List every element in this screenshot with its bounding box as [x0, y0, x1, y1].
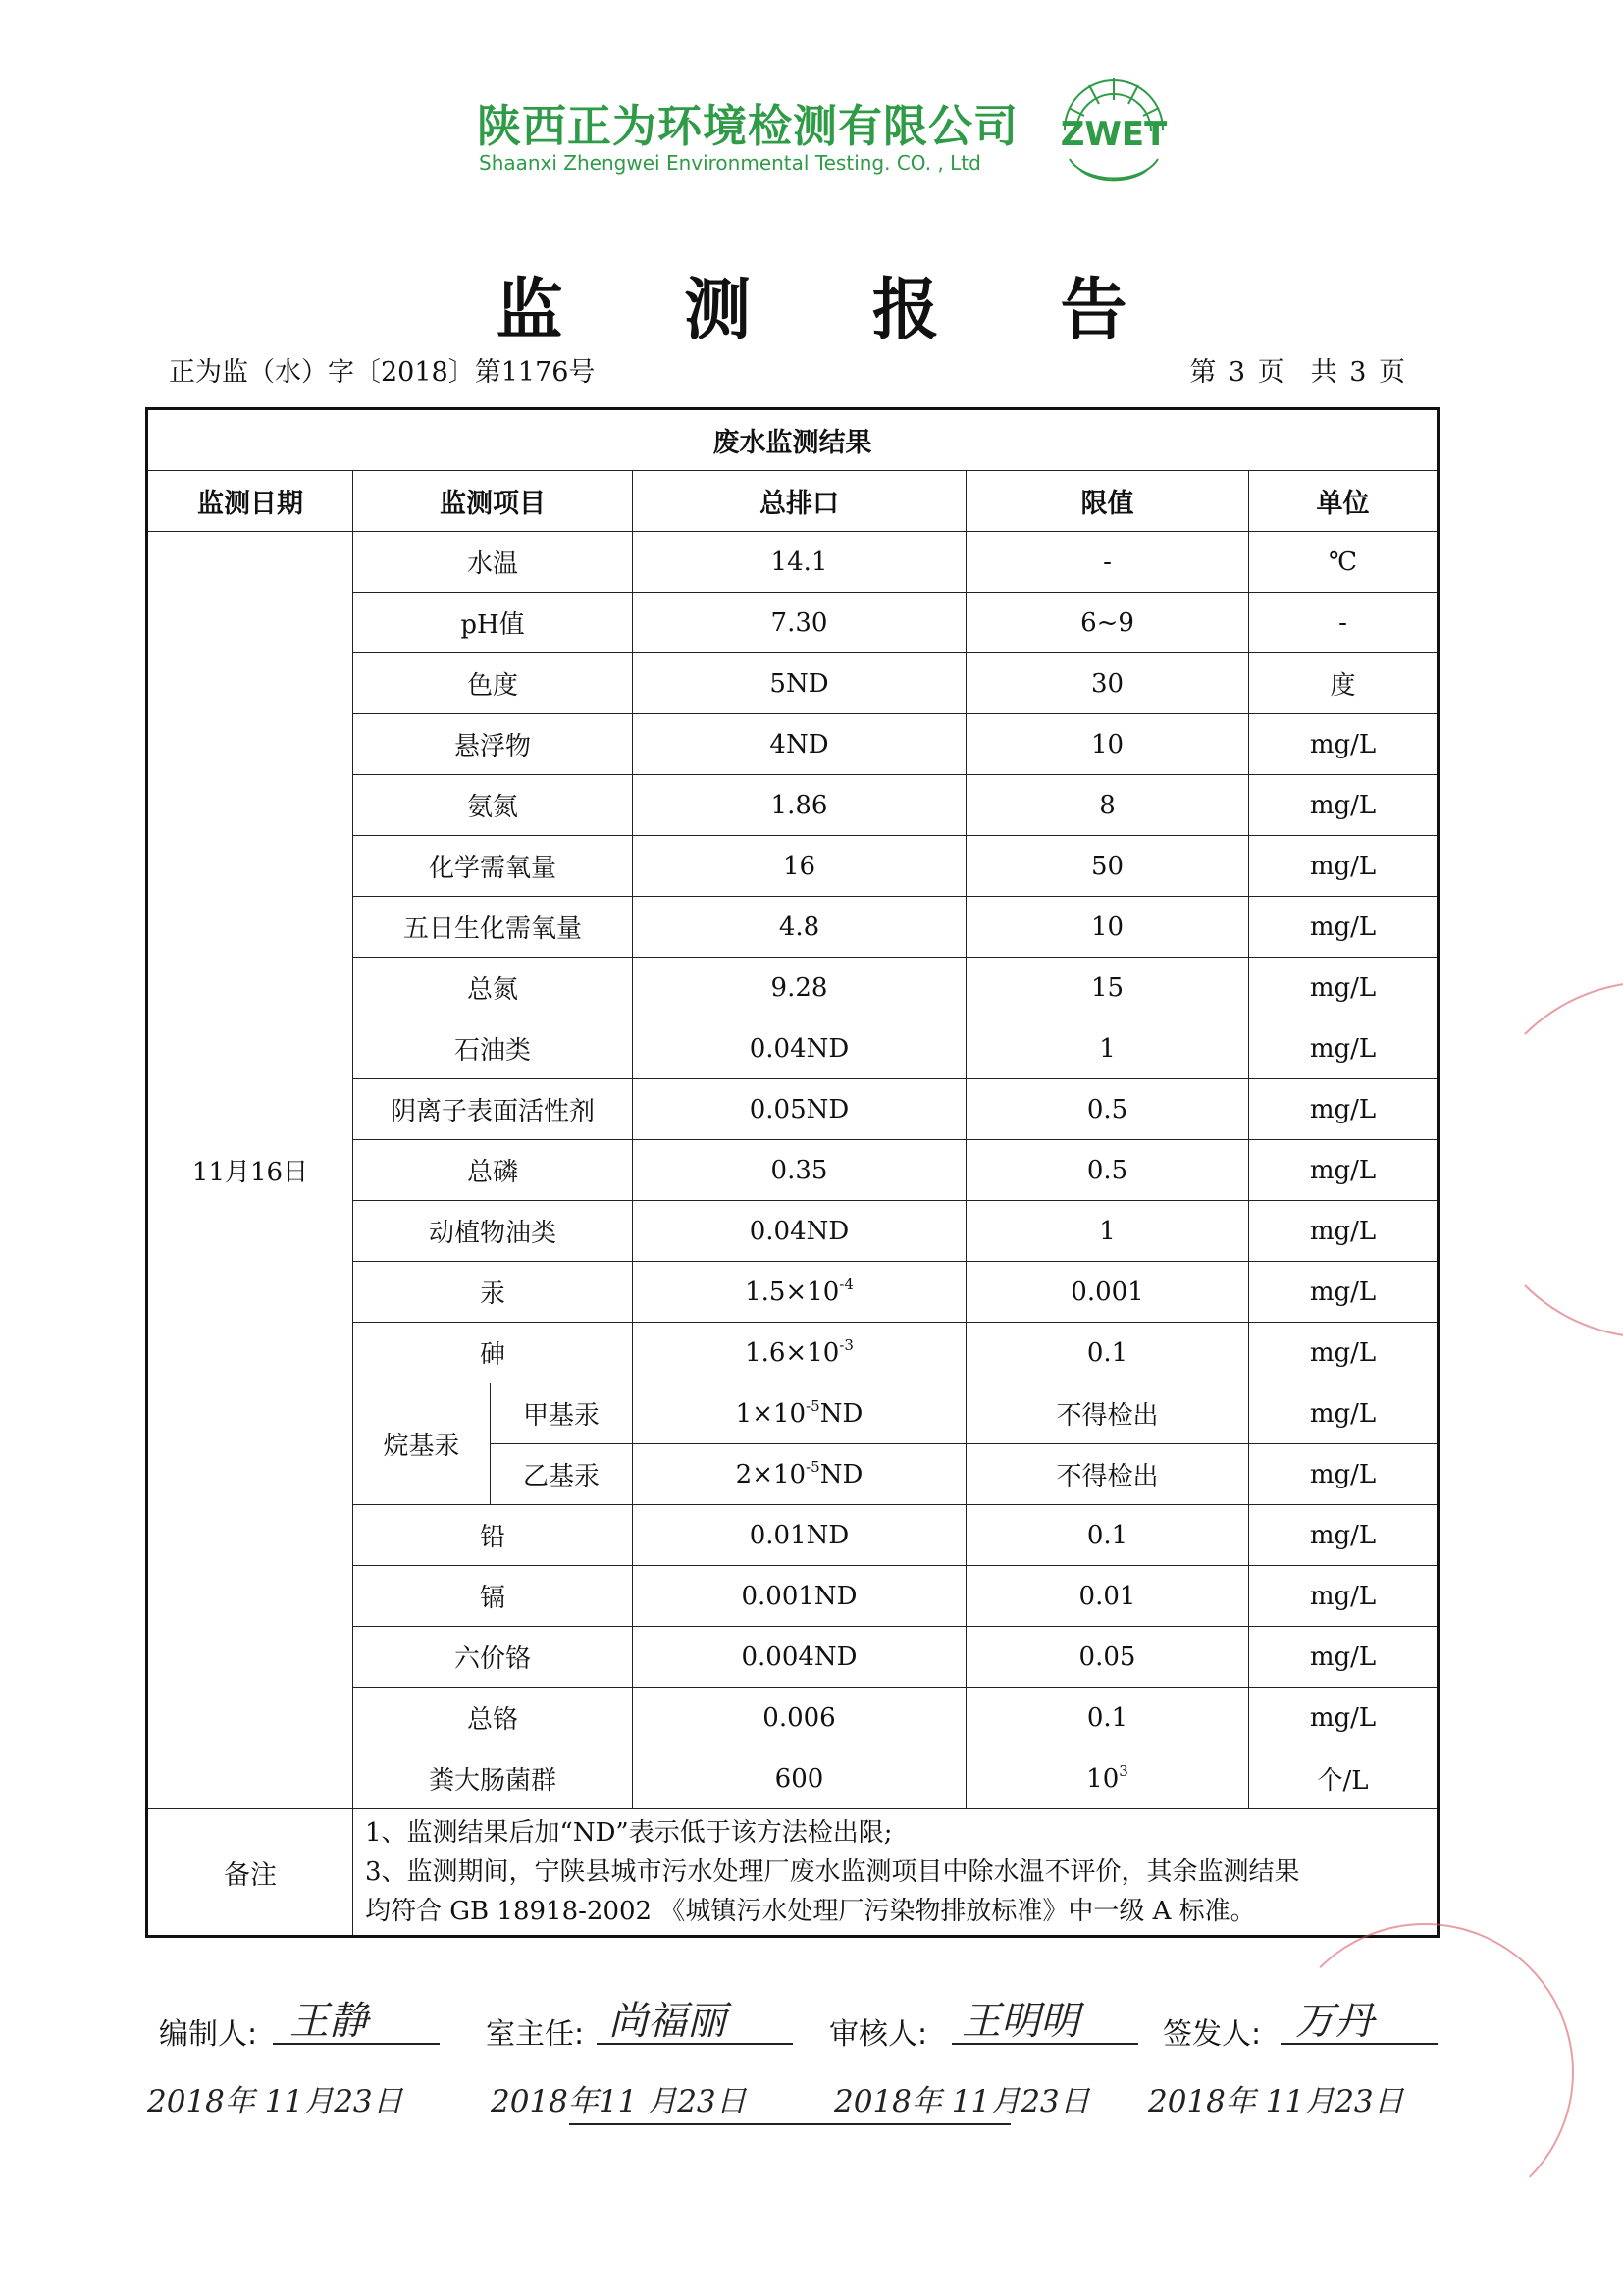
unit: mg/L	[1249, 958, 1439, 1018]
item-name: 总铬	[353, 1688, 633, 1748]
item-name: 甲基汞	[491, 1383, 633, 1444]
red-seal-stamp-bottom	[1276, 1923, 1574, 2221]
date-compiler: 2018年 11月23日	[147, 2084, 403, 2119]
outlet-value-base: 1×10	[735, 1398, 807, 1429]
outlet-value: 0.006	[633, 1688, 967, 1748]
unit: mg/L	[1249, 1323, 1439, 1383]
company-name-en: Shaanxi Zhengwei Environmental Testing. CO. , Ltd	[479, 151, 981, 175]
unit: mg/L	[1249, 897, 1439, 958]
page-info: 第 3 页 共 3 页	[1189, 357, 1405, 388]
company-name-cn: 陕西正为环境检测有限公司	[477, 100, 1020, 152]
alkyl-mercury-group: 烷基汞	[353, 1383, 491, 1505]
unit: mg/L	[1249, 1079, 1439, 1140]
table-row	[147, 532, 1439, 593]
outlet-value: 9.28	[633, 958, 967, 1018]
document-number: 正为监（水）字〔2018〕第1176号	[169, 357, 596, 388]
outlet-value: 16	[633, 836, 967, 897]
limit-value: 0.05	[967, 1627, 1249, 1688]
unit: mg/L	[1249, 1018, 1439, 1079]
limit-value: 8	[967, 775, 1249, 836]
outlet-value: 0.001ND	[633, 1566, 967, 1627]
item-name: 镉	[353, 1566, 633, 1627]
outlet-value: 5ND	[633, 653, 967, 714]
limit-value: 0.01	[967, 1566, 1249, 1627]
unit: mg/L	[1249, 1262, 1439, 1323]
item-name: 动植物油类	[353, 1201, 633, 1262]
unit: mg/L	[1249, 1566, 1439, 1627]
outlet-value: 0.04ND	[633, 1201, 967, 1262]
item-name: 总磷	[353, 1140, 633, 1201]
limit-value: 1	[967, 1018, 1249, 1079]
notes-row	[147, 1809, 1439, 1937]
monitoring-date: 11月16日	[147, 532, 353, 1809]
limit-value: 0.1	[967, 1323, 1249, 1383]
limit-value: 0.5	[967, 1140, 1249, 1201]
signature-footer	[147, 1980, 1442, 2147]
unit: mg/L	[1249, 1627, 1439, 1688]
outlet-value: 0.04ND	[633, 1018, 967, 1079]
item-name: 色度	[353, 653, 633, 714]
logo-text: ZWET	[1060, 115, 1168, 154]
outlet-value: 4ND	[633, 714, 967, 775]
note-line: 3、监测期间，宁陕县城市污水处理厂废水监测项目中除水温不评价，其余监测结果	[365, 1857, 1300, 1887]
outlet-value-exponent: -4	[839, 1275, 854, 1293]
header-limit: 限值	[967, 471, 1249, 532]
outlet-value	[633, 1383, 967, 1444]
outlet-value-exponent: -5	[806, 1396, 820, 1415]
unit: mg/L	[1249, 1688, 1439, 1748]
unit: mg/L	[1249, 836, 1439, 897]
item-name: pH值	[353, 593, 633, 653]
unit: mg/L	[1249, 1201, 1439, 1262]
outlet-value: 0.004ND	[633, 1627, 967, 1688]
limit-value: 不得检出	[967, 1444, 1249, 1505]
limit-value: 1	[967, 1201, 1249, 1262]
limit-value	[967, 1748, 1249, 1809]
date-director: 2018年11 月23日	[491, 2084, 747, 2119]
outlet-value: 600	[633, 1748, 967, 1809]
outlet-value	[633, 1444, 967, 1505]
header-item: 监测项目	[353, 471, 633, 532]
unit: 度	[1249, 653, 1439, 714]
label-reviewer: 审核人:	[829, 2017, 928, 2052]
signature-compiler: 王静	[289, 1999, 368, 2044]
limit-value-base: 10	[1086, 1763, 1120, 1794]
outlet-value: 7.30	[633, 593, 967, 653]
limit-value: 0.001	[967, 1262, 1249, 1323]
header-unit: 单位	[1249, 471, 1439, 532]
limit-value: 6~9	[967, 593, 1249, 653]
item-name: 汞	[353, 1262, 633, 1323]
header-outlet: 总排口	[633, 471, 967, 532]
unit: 个/L	[1249, 1748, 1439, 1809]
outlet-value	[633, 1323, 967, 1383]
limit-value: 50	[967, 836, 1249, 897]
table-header-row	[147, 471, 1439, 532]
outlet-value: 0.35	[633, 1140, 967, 1201]
date-issuer: 2018年 11月23日	[1148, 2084, 1404, 2119]
limit-value-exponent: 3	[1119, 1761, 1128, 1780]
unit: mg/L	[1249, 714, 1439, 775]
item-name: 砷	[353, 1323, 633, 1383]
header-date: 监测日期	[147, 471, 353, 532]
unit: mg/L	[1249, 1444, 1439, 1505]
unit: mg/L	[1249, 775, 1439, 836]
item-name: 乙基汞	[491, 1444, 633, 1505]
limit-value: -	[967, 532, 1249, 593]
outlet-value: 14.1	[633, 532, 967, 593]
limit-value: 30	[967, 653, 1249, 714]
company-logo-icon	[1045, 71, 1182, 188]
notes-content	[353, 1809, 1439, 1937]
outlet-value-base: 1.5×10	[745, 1277, 840, 1307]
outlet-value: 0.01ND	[633, 1505, 967, 1566]
outlet-value: 4.8	[633, 897, 967, 958]
red-seal-stamp	[1472, 981, 1623, 1338]
label-compiler: 编制人:	[159, 2017, 258, 2052]
limit-value: 0.1	[967, 1688, 1249, 1748]
outlet-value	[633, 1262, 967, 1323]
item-name: 化学需氧量	[353, 836, 633, 897]
item-name: 氨氮	[353, 775, 633, 836]
unit: mg/L	[1249, 1505, 1439, 1566]
wastewater-results-table	[145, 407, 1440, 1938]
label-director: 室主任:	[486, 2017, 585, 2052]
item-name: 石油类	[353, 1018, 633, 1079]
date-reviewer: 2018年 11月23日	[834, 2084, 1090, 2119]
outlet-value-base: 1.6×10	[745, 1337, 840, 1368]
signature-issuer: 万丹	[1295, 1999, 1374, 2044]
report-title: 监 测 报 告	[496, 271, 1177, 349]
item-name: 水温	[353, 532, 633, 593]
limit-value: 15	[967, 958, 1249, 1018]
limit-value: 10	[967, 897, 1249, 958]
item-name: 六价铬	[353, 1627, 633, 1688]
outlet-value-exponent: -5	[806, 1457, 820, 1476]
outlet-value-suffix: ND	[819, 1398, 864, 1429]
outlet-value: 1.86	[633, 775, 967, 836]
outlet-value-exponent: -3	[839, 1335, 854, 1354]
item-name: 铅	[353, 1505, 633, 1566]
note-line: 均符合 GB 18918-2002 《城镇污水处理厂污染物排放标准》中一级 A 标准。	[365, 1897, 1256, 1926]
limit-value: 0.5	[967, 1079, 1249, 1140]
item-name: 阴离子表面活性剂	[353, 1079, 633, 1140]
item-name: 总氮	[353, 958, 633, 1018]
item-name: 五日生化需氧量	[353, 897, 633, 958]
signature-director: 尚福丽	[608, 1999, 726, 2044]
item-name: 悬浮物	[353, 714, 633, 775]
table-caption: 废水监测结果	[147, 409, 1439, 471]
label-issuer: 签发人:	[1163, 2017, 1262, 2052]
unit: mg/L	[1249, 1140, 1439, 1201]
unit: mg/L	[1249, 1383, 1439, 1444]
limit-value: 0.1	[967, 1505, 1249, 1566]
outlet-value-suffix: ND	[819, 1459, 864, 1489]
signature-reviewer: 王明明	[962, 1999, 1079, 2044]
notes-label: 备注	[147, 1809, 353, 1937]
outlet-value-base: 2×10	[735, 1459, 807, 1489]
item-name: 粪大肠菌群	[353, 1748, 633, 1809]
unit: ℃	[1249, 532, 1439, 593]
unit: -	[1249, 593, 1439, 653]
limit-value: 不得检出	[967, 1383, 1249, 1444]
limit-value: 10	[967, 714, 1249, 775]
outlet-value: 0.05ND	[633, 1079, 967, 1140]
note-line: 1、监测结果后加“ND”表示低于该方法检出限;	[365, 1818, 893, 1848]
